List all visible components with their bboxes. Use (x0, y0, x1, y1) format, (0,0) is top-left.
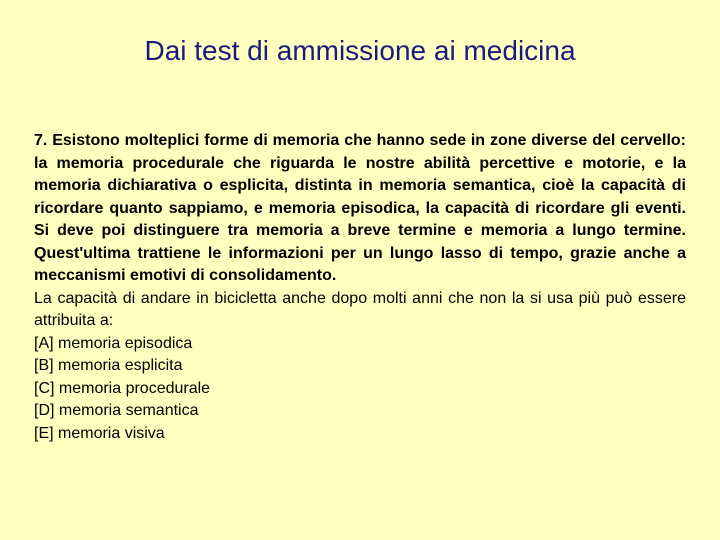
answer-option-b: [B] memoria esplicita (34, 357, 183, 374)
answer-options (34, 333, 686, 446)
slide-body (34, 130, 686, 445)
question-passage: 7. Esistono molteplici forme di memoria che hanno sede in zone diverse del cervello: la memoria procedurale che riguarda le nostre abilità percettive e motorie, e la memoria dichiarativa o esplicita, distinta in memoria semantica, cioè la capacità di ricordare quanto sappiamo, e memoria episodica, la capacità di ricordare gli eventi. Si deve poi distinguere tra memoria a breve termine e memoria a lungo termine. Quest'ultima trattiene le informazioni per un lungo lasso di tempo, grazie anche a meccanismi emotivi di consolidamento. (34, 132, 686, 284)
answer-option-a: [A] memoria episodica (34, 334, 193, 352)
slide-title: Dai test di ammissione ai medicina (144, 35, 576, 66)
question-prompt: La capacità di andare in bicicletta anche dopo molti anni che non la si usa più può essere attribuita a: (34, 289, 686, 329)
answer-option-d: [D] memoria semantica (34, 402, 199, 419)
answer-option-e: [E] memoria visiva (34, 424, 165, 442)
answer-option-c: [C] memoria procedurale (34, 379, 211, 397)
